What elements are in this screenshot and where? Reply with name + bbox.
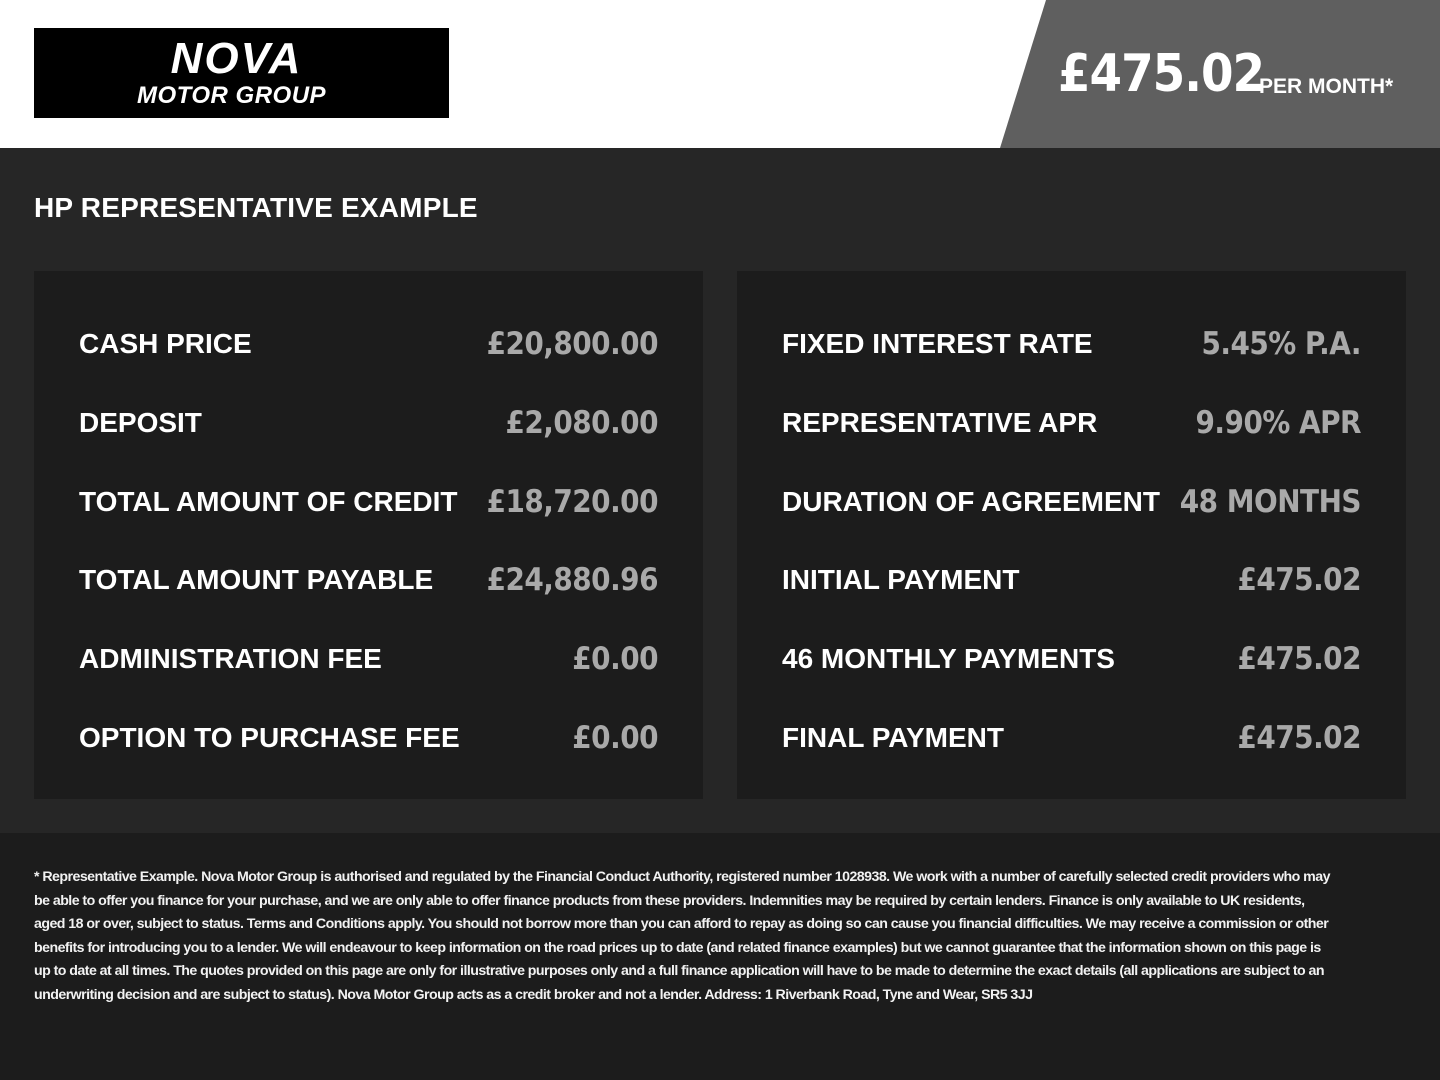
finance-row-value: 5.45% P.A. — [1201, 326, 1361, 362]
header-bar — [0, 0, 1440, 148]
finance-row-total-credit — [79, 482, 658, 522]
finance-row-apr — [782, 403, 1361, 443]
finance-row-final-payment — [782, 718, 1361, 758]
monthly-price-suffix: PER MONTH* — [1259, 75, 1394, 98]
finance-row-label: TOTAL AMOUNT PAYABLE — [79, 564, 434, 595]
finance-row-total-payable — [79, 560, 658, 600]
finance-row-value: 48 MONTHS — [1179, 484, 1361, 520]
finance-row-label: INITIAL PAYMENT — [782, 564, 1020, 595]
finance-row-monthly-payments — [782, 639, 1361, 679]
logo-subtitle: MOTOR GROUP — [136, 82, 327, 109]
finance-row-value: £475.02 — [1237, 562, 1361, 598]
finance-row-value: £475.02 — [1237, 641, 1361, 677]
finance-row-label: DEPOSIT — [79, 407, 202, 438]
finance-row-value: £20,800.00 — [486, 326, 658, 362]
finance-row-admin-fee — [79, 639, 658, 679]
finance-row-label: FINAL PAYMENT — [782, 722, 1004, 753]
finance-row-label: REPRESENTATIVE APR — [782, 407, 1098, 438]
finance-row-value: £18,720.00 — [486, 484, 658, 520]
finance-row-label: DURATION OF AGREEMENT — [782, 486, 1160, 517]
finance-row-value: 9.90% APR — [1195, 405, 1361, 441]
finance-row-label: 46 MONTHLY PAYMENTS — [782, 643, 1115, 674]
finance-row-label: CASH PRICE — [79, 328, 252, 359]
finance-row-option-fee — [79, 718, 658, 758]
finance-row-interest-rate — [782, 324, 1361, 364]
monthly-price-amount: £475.02 — [1058, 44, 1265, 104]
finance-row-label: FIXED INTEREST RATE — [782, 328, 1093, 359]
finance-panel-left — [34, 271, 703, 799]
finance-row-deposit — [79, 403, 658, 443]
finance-row-label: TOTAL AMOUNT OF CREDIT — [79, 486, 458, 517]
finance-row-duration — [782, 482, 1361, 522]
finance-row-value: £2,080.00 — [505, 405, 658, 441]
section-title: HP REPRESENTATIVE EXAMPLE — [34, 192, 478, 223]
finance-row-value: £475.02 — [1237, 720, 1361, 756]
finance-row-value: £0.00 — [572, 641, 658, 677]
logo-wordmark: NOVA — [170, 34, 303, 83]
finance-panel-right — [737, 271, 1406, 799]
finance-row-value: £0.00 — [572, 720, 658, 756]
brand-logo[interactable] — [34, 28, 449, 118]
finance-row-initial-payment — [782, 560, 1361, 600]
finance-row-cash-price — [79, 324, 658, 364]
disclaimer-text: * Representative Example. Nova Motor Group is authorised and regulated by the Financial Conduct Authority, registered number 1028938. We work with a number of carefully selected credit providers who may be able to offer you finance for your purchase, and we are only able to offer finance products from these providers. Indemnities may be required by certain lenders. Finance is only available to UK residents, aged 18 or over, subject to status. Terms and Conditions apply. You should not borrow more than you can afford to repay as doing so can cause you financial difficulties. We may receive a commission or other benefits for introducing you to a lender. We will endeavour to keep information on the road prices up to date (and related finance examples) but we cannot guarantee that the information shown on this page is up to date at all times. The quotes provided on this page are only for illustrative purposes only and a full finance application will have to be made to determine the exact details (all applications are subject to an underwriting decision and are subject to status). Nova Motor Group acts as a credit broker and not a lender. Address: 1 Riverbank Road, Tyne and Wear, SR5 3JJ — [34, 869, 1330, 1003]
finance-row-label: ADMINISTRATION FEE — [79, 643, 382, 674]
finance-row-label: OPTION TO PURCHASE FEE — [79, 722, 460, 753]
finance-row-value: £24,880.96 — [486, 562, 658, 598]
